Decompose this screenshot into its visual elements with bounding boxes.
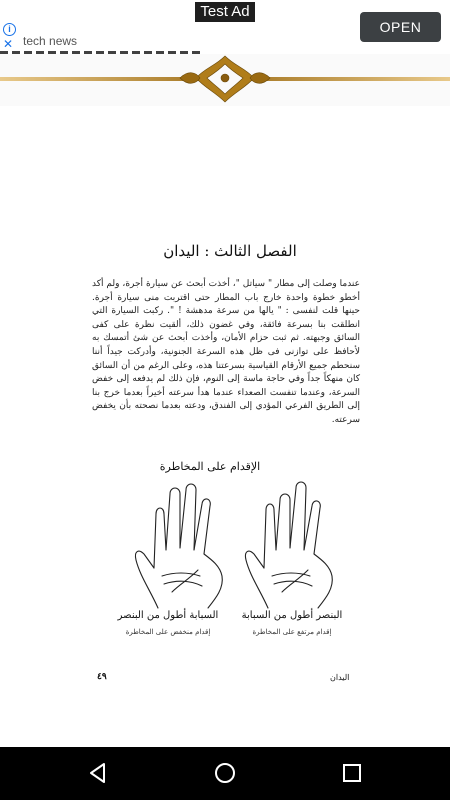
close-icon[interactable]: ✕ [3,37,14,51]
caption-left-main: السبابة أطول من البنصر [117,610,219,621]
book-page[interactable] [0,106,450,747]
back-icon[interactable] [86,761,110,785]
caption-right-main: البنصر أطول من السبابة [241,610,343,621]
caption-left-sub: إقدام منخفض على المخاطرة [125,628,211,636]
ornament-icon [0,54,450,106]
hand-left-icon [128,480,248,610]
body-paragraph: عندما وصلت إلى مطار " سياتل "، أخذت أبحث عن سيارة أجرة، ولم أكد أخطو خطوة واحدة خارج باب المطار حتى اقتربت منى سيارة أجرة. حينها قلت لنفسى : " يالها من سرعة مدهشة ! ". ركبت السيارة التي انطلقت بنا بسرعة فائقة، وفي غضون ذلك، ألقيت نظرة على كفى السائق وجبهته. ثم ثبت حزام الأمان، وأخذت أبحث عن شئ أتمسك به لأحافظ على توازنى فى ظل هذه السرعة الجنونية، وأدركت جيداً أننا سنحطم جميع الأرقام القياسية بسرعتنا هذه، وعلى الرغم من أن السائق كان منهكاً جداً وفي حاجة ماسة إلى النوم، فإن ذلك لم يدفعه إلى خفض السرعة، وعندما تنفست الصعداء عندما هدأ سرعته أخيراً بعدما خرج بنا إلى الطريق الفرعي المؤدي إلى الفندق، ودعته بعدما نصحته بأن يخفض سرعته. [92,279,360,425]
info-icon[interactable]: i [3,23,16,36]
home-icon[interactable] [213,761,237,785]
ad-label-badge: Test Ad [195,2,255,22]
caption-right-sub: إقدام مرتفع على المخاطرة [252,628,332,636]
figure-title: الإقدام على المخاطرة [159,460,261,473]
ornament-divider [0,54,450,106]
chapter-title: الفصل الثالث : اليدان [163,242,297,260]
ad-banner[interactable] [0,0,450,55]
page-number: ٤٩ [97,672,107,682]
system-nav-bar [0,747,450,800]
running-head: اليدان [330,673,350,682]
ad-open-button[interactable]: OPEN [360,12,441,42]
recents-icon[interactable] [340,761,364,785]
hand-right-icon [238,480,358,610]
ad-source-text: tech news [23,34,78,48]
